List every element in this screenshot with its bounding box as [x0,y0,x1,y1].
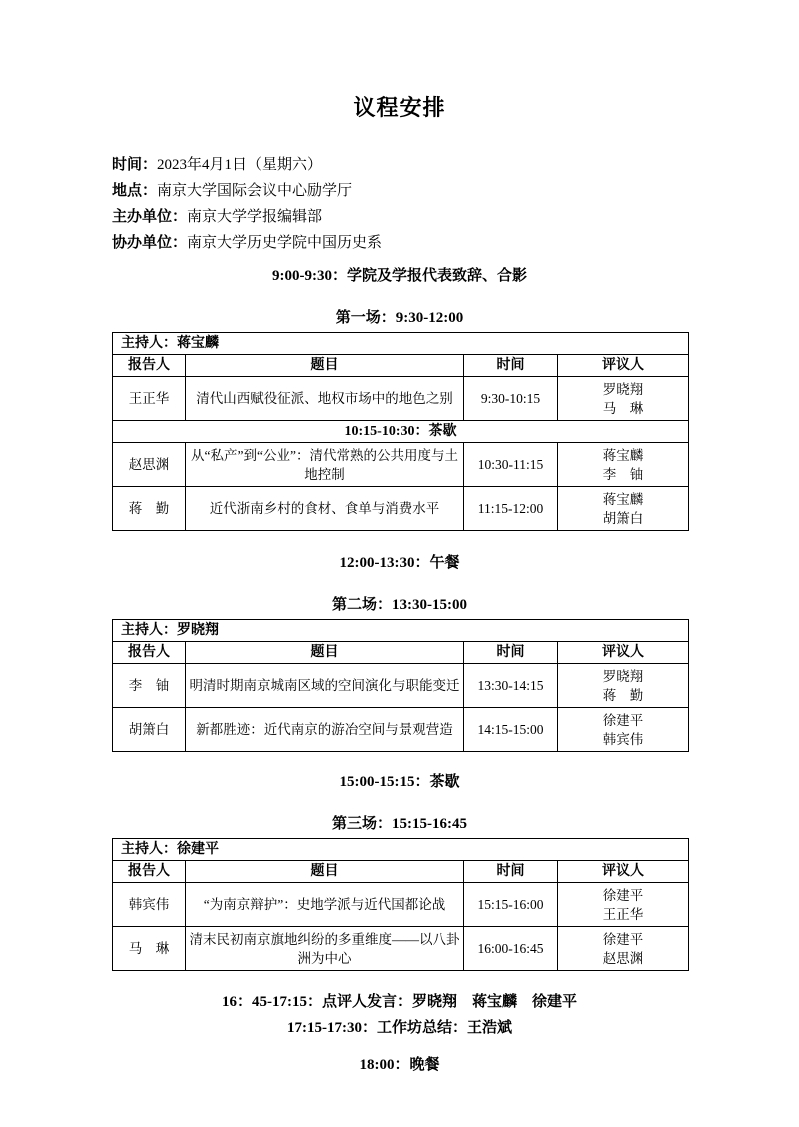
session2-host: 主持人：罗晓翔 [113,620,689,642]
discussant-name: 徐建平 [602,931,644,947]
session1-row-2 [113,443,689,487]
time-cell: 10:30-11:15 [464,443,558,487]
discussant-cell [558,487,689,531]
speaker-cell: 马 琳 [113,927,186,971]
discussant-name: 蒋宝麟 [602,447,644,463]
session3-host: 主持人：徐建平 [113,839,689,861]
topic-cell: 新都胜迹：近代南京的游冶空间与景观营造 [186,708,464,752]
session1-tea-break-row [113,421,689,443]
discussant-name: 王正华 [602,906,644,922]
session1-row-1 [113,377,689,421]
discussant-name: 胡箫白 [602,510,644,526]
topic-cell: 明清时期南京城南区域的空间演化与职能变迁 [186,664,464,708]
speaker-cell: 赵思渊 [113,443,186,487]
info-line-co-organizer [112,230,799,256]
discussant-name: 蒋宝麟 [602,491,644,507]
session1-header-row [113,355,689,377]
discussant-cell [558,664,689,708]
discussant-name: 罗晓翔 [602,381,644,397]
topic-cell: 从“私产”到“公业”：清代常熟的公共用度与土地控制 [186,443,464,487]
discussant-name: 赵思渊 [602,950,644,966]
header-time: 时间 [464,642,558,664]
header-time: 时间 [464,355,558,377]
info-venue-label: 地点： [112,183,158,199]
session2-header-row [113,642,689,664]
info-co-organizer-value: 南京大学历史学院中国历史系 [187,235,383,251]
info-line-venue [112,178,799,204]
discussant-name: 韩宾伟 [602,731,644,747]
topic-cell: “为南京辩护”：史地学派与近代国都论战 [186,883,464,927]
commentators-remarks-line: 16：45-17:15：点评人发言：罗晓翔 蒋宝麟 徐建平 [222,994,577,1010]
discussant-name: 李 铀 [602,466,644,482]
time-cell: 9:30-10:15 [464,377,558,421]
info-block [112,152,799,256]
session2-row-2 [113,708,689,752]
discussant-cell [558,377,689,421]
speaker-cell: 蒋 勤 [113,487,186,531]
header-discussant: 评议人 [558,861,689,883]
session1-tea-break: 10:15-10:30：茶歇 [113,421,689,443]
session1-row-3 [113,487,689,531]
info-time-value: 2023年4月1日（星期六） [157,157,323,173]
time-cell: 14:15-15:00 [464,708,558,752]
session1-heading: 第一场：9:30-12:00 [335,310,464,326]
discussant-cell [558,443,689,487]
speaker-cell: 韩宾伟 [113,883,186,927]
session3-header-row [113,861,689,883]
topic-cell: 近代浙南乡村的食材、食单与消费水平 [186,487,464,531]
session3-heading: 第三场：15:15-16:45 [332,816,467,832]
info-venue-value: 南京大学国际会议中心励学厅 [157,183,353,199]
discussant-name: 徐建平 [602,712,644,728]
time-cell: 16:00-16:45 [464,927,558,971]
info-organizer-value: 南京大学学报编辑部 [187,209,323,225]
session2-host-row [113,620,689,642]
header-topic: 题目 [186,355,464,377]
header-speaker: 报告人 [113,861,186,883]
header-discussant: 评议人 [558,642,689,664]
header-topic: 题目 [186,861,464,883]
opening-ceremony-line: 9:00-9:30：学院及学报代表致辞、合影 [272,268,527,284]
workshop-summary-line: 17:15-17:30：工作坊总结：王浩斌 [287,1020,512,1036]
session2-table [112,619,689,752]
time-cell: 11:15-12:00 [464,487,558,531]
speaker-cell: 李 铀 [113,664,186,708]
time-cell: 13:30-14:15 [464,664,558,708]
page-title: 议程安排 [353,95,446,120]
header-discussant: 评议人 [558,355,689,377]
discussant-name: 马 琳 [602,400,644,416]
info-time-label: 时间： [112,157,158,173]
session3-row-2 [113,927,689,971]
speaker-cell: 王正华 [113,377,186,421]
header-speaker: 报告人 [113,355,186,377]
lunch-line: 12:00-13:30：午餐 [339,555,460,571]
discussant-cell [558,708,689,752]
time-cell: 15:15-16:00 [464,883,558,927]
header-time: 时间 [464,861,558,883]
discussant-name: 罗晓翔 [602,668,644,684]
session1-host-row [113,333,689,355]
session1-table [112,332,689,531]
header-topic: 题目 [186,642,464,664]
info-organizer-label: 主办单位： [112,209,188,225]
speaker-cell: 胡箫白 [113,708,186,752]
info-line-organizer [112,204,799,230]
info-co-organizer-label: 协办单位： [112,235,188,251]
afternoon-tea-break-line: 15:00-15:15：茶歇 [339,774,460,790]
session3-row-1 [113,883,689,927]
discussant-cell [558,927,689,971]
discussant-name: 徐建平 [602,887,644,903]
discussant-cell [558,883,689,927]
info-line-time [112,152,799,178]
header-speaker: 报告人 [113,642,186,664]
session3-table [112,838,689,971]
session1-host: 主持人：蒋宝麟 [113,333,689,355]
topic-cell: 清代山西赋役征派、地权市场中的地色之别 [186,377,464,421]
topic-cell: 清末民初南京旗地纠纷的多重维度——以八卦洲为中心 [186,927,464,971]
dinner-line: 18:00：晚餐 [359,1057,440,1073]
session2-heading: 第二场：13:30-15:00 [332,597,467,613]
discussant-name: 蒋 勤 [602,687,644,703]
session3-host-row [113,839,689,861]
session2-row-1 [113,664,689,708]
